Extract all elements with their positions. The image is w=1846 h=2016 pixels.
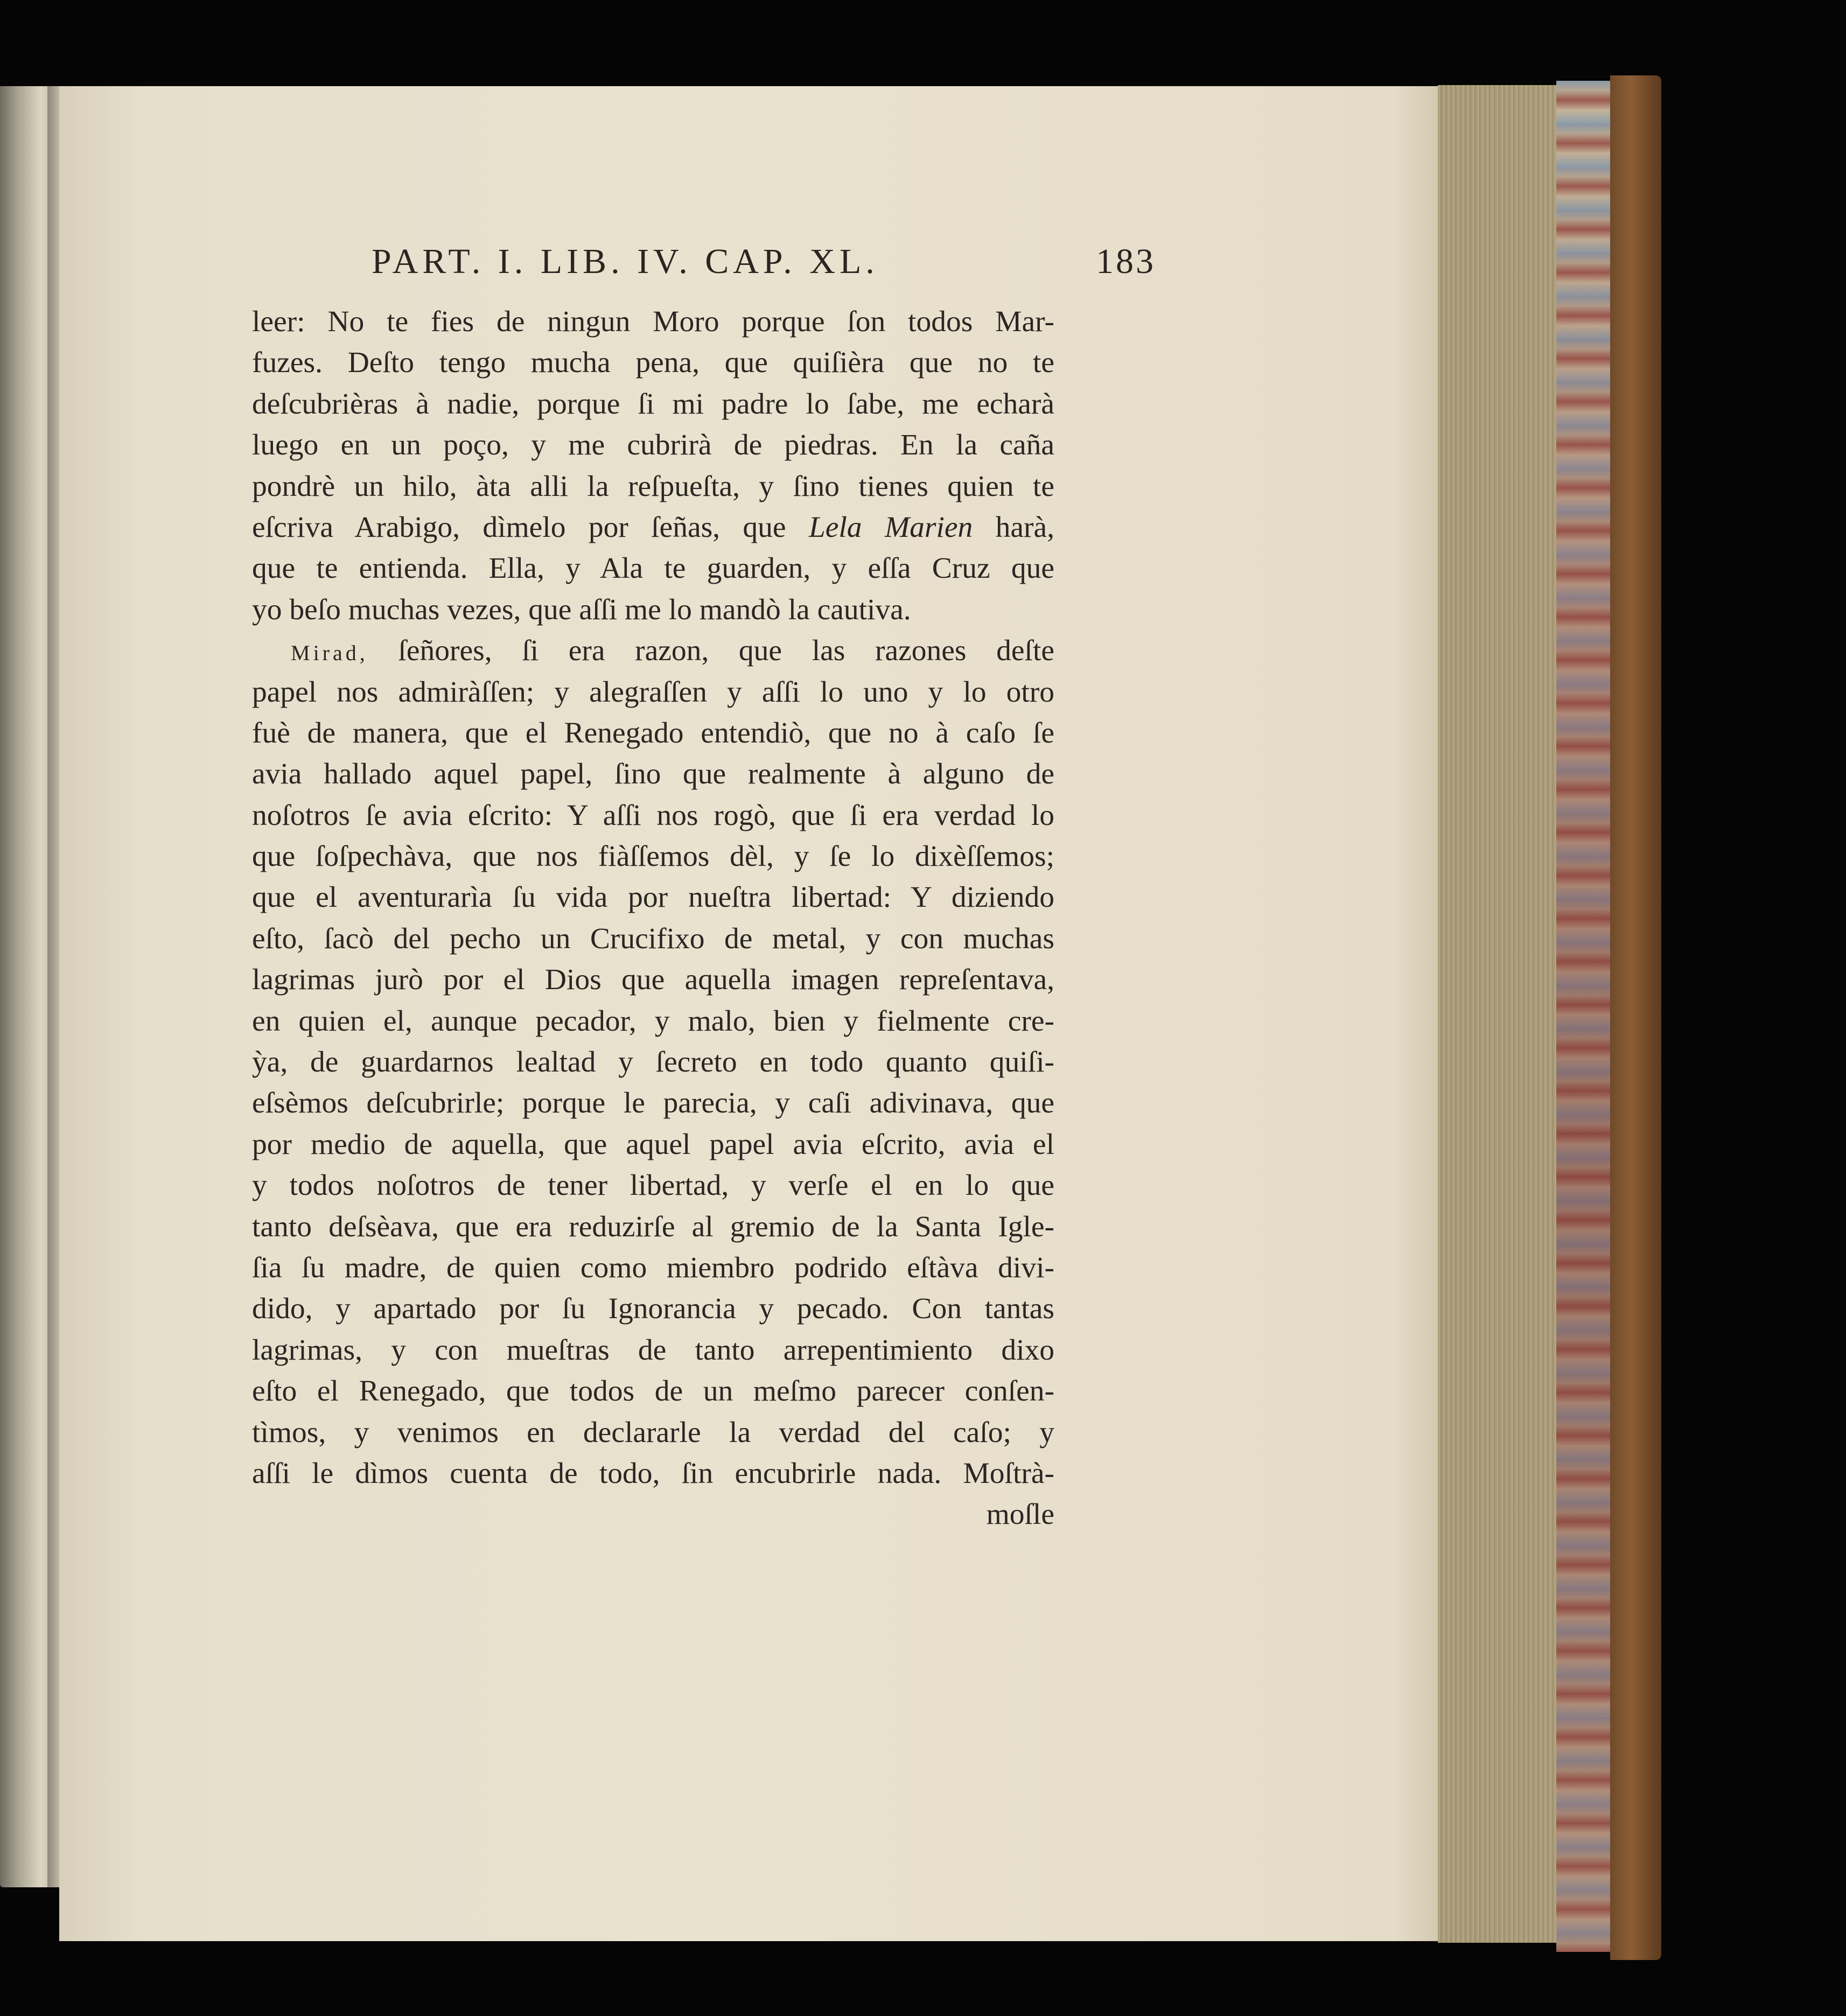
text-line: dido, y apartado por ſu Ignorancia y pecado. Con tantas xyxy=(252,1292,1054,1326)
text-line: papel nos admiràſſen; y alegraſſen y aſſi lo uno y lo otro xyxy=(252,675,1054,709)
text-line: tanto deſsèava, que era reduzirſe al gremio de la Santa Igle- xyxy=(252,1210,1054,1243)
text-fragment: harà, xyxy=(995,510,1054,544)
text-block xyxy=(252,302,1054,1536)
text-line: y todos noſotros de tener libertad, y verſe el en lo que xyxy=(252,1169,1054,1202)
text-line: fuzes. Deſto tengo mucha pena, que quiſièra que no te xyxy=(252,346,1054,380)
text-line: fuè de manera, que el Renegado entendiò, que no à caſo ſe xyxy=(252,716,1054,750)
small-caps-word: Mirad, xyxy=(291,641,368,666)
text-line: que el aventurarìa ſu vida por nueſtra libertad: Y diziendo xyxy=(252,881,1054,914)
text-line: ỳa, de guardarnos lealtad y ſecreto en todo quanto quiſi- xyxy=(252,1046,1054,1079)
text-line: que ſoſpechàva, que nos fiàſſemos dèl, y ſe lo dixèſſemos; xyxy=(252,840,1054,873)
text-line: pondrè un hilo, àta alli la reſpueſta, y ſino tienes quien te xyxy=(252,470,1054,503)
text-line: luego en un poço, y me cubrirà de piedras. En la caña xyxy=(252,429,1054,462)
paragraph-opening-line xyxy=(252,631,1054,671)
text-line: lagrimas jurò por el Dios que aquella imagen repreſentava, xyxy=(252,963,1054,997)
text-line: eſto el Renegado, que todos de un meſmo parecer conſen- xyxy=(252,1375,1054,1408)
italic-name: Lela Marien xyxy=(808,510,973,544)
text-line: eſto, ſacò del pecho un Crucifixo de metal, y con muchas xyxy=(252,922,1054,955)
text-line: deſcubrièras à nadie, porque ſi mi padre lo ſabe, me echarà xyxy=(252,387,1054,421)
leather-cover xyxy=(1610,75,1661,1960)
text-line: lagrimas, y con mueſtras de tanto arrepentimiento dixo xyxy=(252,1333,1054,1367)
text-line: leer: No te fies de ningun Moro porque ſon todos Mar- xyxy=(252,305,1054,338)
text-line: noſotros ſe avia eſcrito: Y aſſi nos rogò, que ſi era verdad lo xyxy=(252,799,1054,832)
text-line: en quien el, aunque pecador, y malo, bien y fielmente cre- xyxy=(252,1004,1054,1038)
text-line: yo beſo muchas vezes, que aſſi me lo mandò la cautiva. xyxy=(252,593,911,626)
text-line-with-italic xyxy=(252,507,1054,548)
page-number: 183 xyxy=(1096,242,1156,281)
text-line: por medio de aquella, que aquel papel avia eſcrito, avia el xyxy=(252,1128,1054,1161)
running-head: PART. I. LIB. IV. CAP. XL. xyxy=(372,242,879,281)
page-fore-edge xyxy=(1438,85,1572,1943)
text-line: avia hallado aquel papel, ſino que realmente à alguno de xyxy=(252,758,1054,791)
text-fragment: ſeñores, ſi era razon, que las razones deſte xyxy=(398,634,1054,668)
facing-page-edge xyxy=(0,86,51,1887)
text-line: tìmos, y venimos en declararle la verdad del caſo; y xyxy=(252,1416,1054,1449)
text-line: que te entienda. Ella, y Ala te guarden, y eſſa Cruz que xyxy=(252,552,1054,585)
text-line: ſia ſu madre, de quien como miembro podrido eſtàva divi- xyxy=(252,1251,1054,1284)
catchword: moſle xyxy=(986,1498,1054,1531)
text-line: aſſi le dìmos cuenta de todo, ſin encubrirle nada. Moſtrà- xyxy=(252,1457,1054,1490)
text-line: eſsèmos deſcubrirle; porque le parecia, y caſi adivinava, que xyxy=(252,1087,1054,1120)
text-fragment: eſcriva Arabigo, dìmelo por ſeñas, que xyxy=(252,510,786,544)
